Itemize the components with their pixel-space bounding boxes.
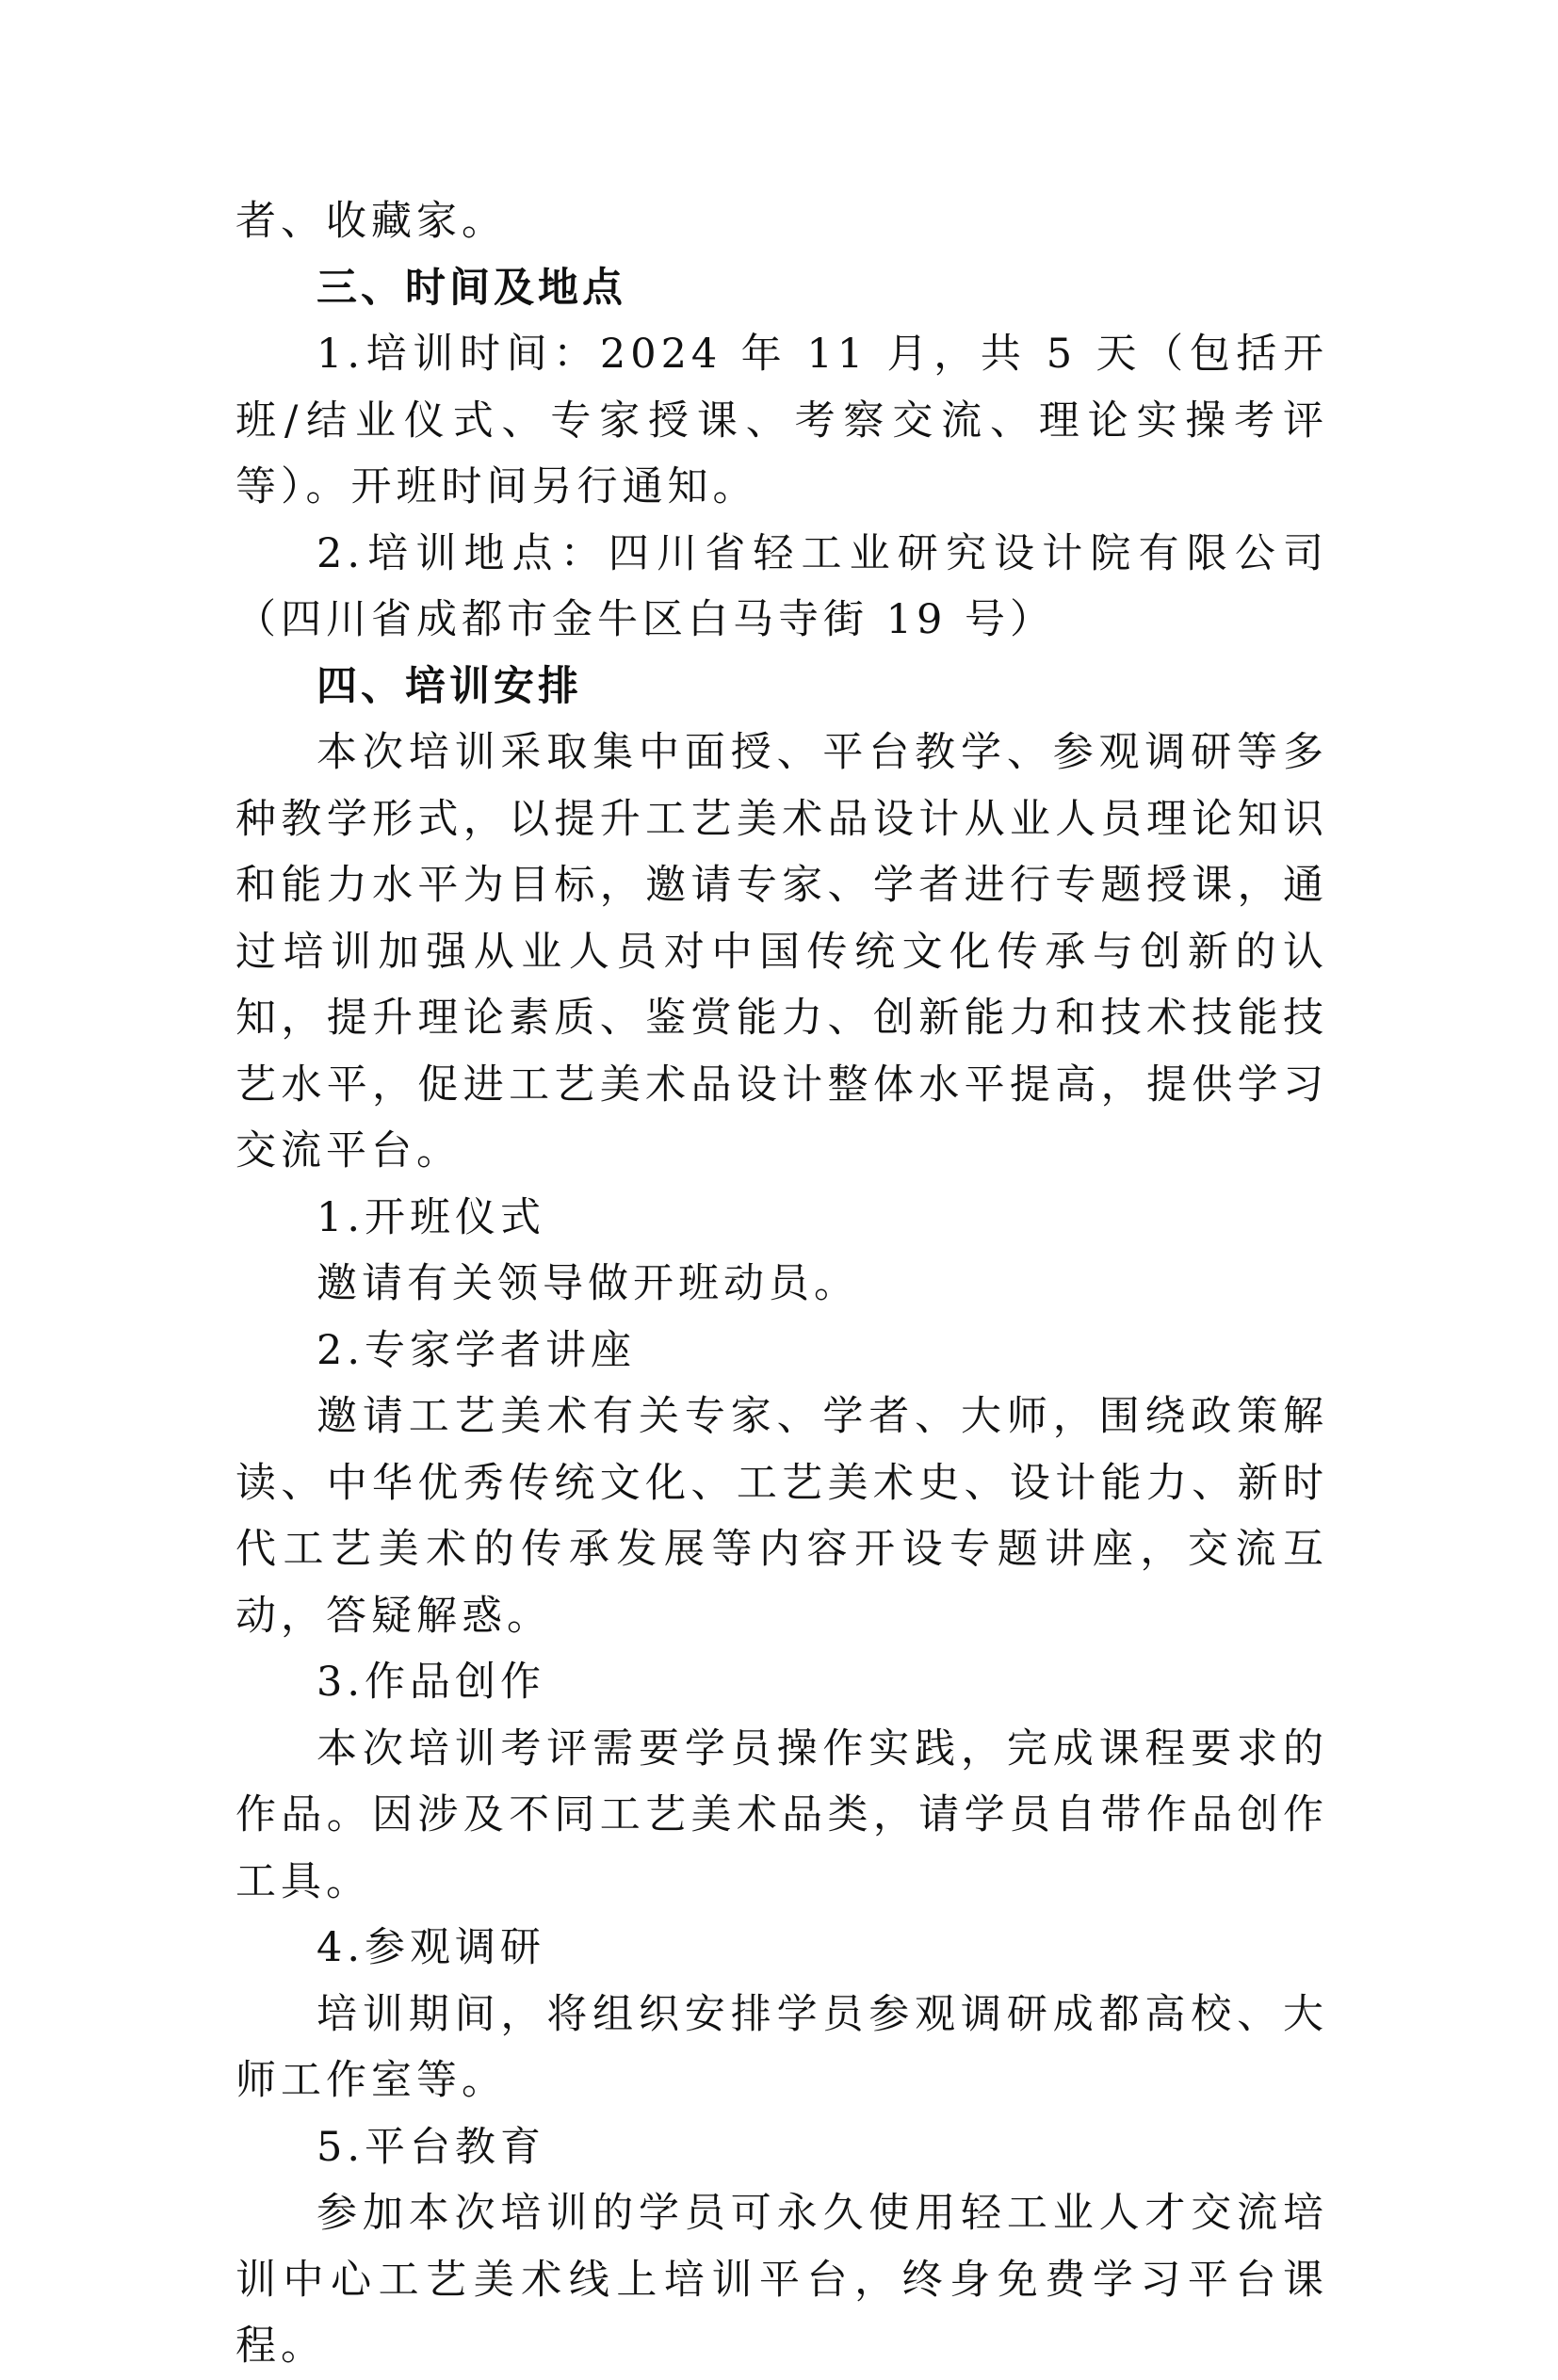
subheading-visit-research: 4.参观调研 [316,1924,546,1971]
subheading-expert-lectures: 2.专家学者讲座 [316,1326,637,1374]
paragraph-continuation: 者、收藏家。 [235,198,507,245]
paragraph-opening-ceremony: 邀请有关领导做开班动员。 [316,1260,859,1307]
paragraph-expert-lectures: 邀请工艺美术有关专家、学者、大师，围绕政策解读、中华优秀传统文化、工艺美术史、设计能力、新时代工艺美术的传承发展等内容开设专题讲座，交流互动，答疑解惑。 [235,1393,1328,1640]
paragraph-work-creation: 本次培训考评需要学员操作实践，完成课程要求的作品。因涉及不同工艺美术品类，请学员自带作品创作工具。 [235,1724,1328,1905]
subheading-work-creation: 3.作品创作 [316,1659,546,1706]
subheading-platform-education: 5.平台教育 [316,2123,546,2171]
paragraph-arrangement-overview: 本次培训采取集中面授、平台教学、参观调研等多种教学形式，以提升工艺美术品设计从业人员理论知识和能力水平为目标，邀请专家、学者进行专题授课，通过培训加强从业人员对中国传统文化传承与创新的认知，提升理论素质、鉴赏能力、创新能力和技术技能技艺水平，促进工艺美术品设计整体水平提高，提供学习交流平台。 [235,729,1328,1174]
paragraph-visit-research: 培训期间，将组织安排学员参观调研成都高校、大师工作室等。 [235,1990,1328,2104]
subheading-opening-ceremony: 1.开班仪式 [316,1193,546,1241]
document-page [235,188,1328,2380]
section-heading-training-arrangement: 四、培训安排 [316,662,582,710]
paragraph-training-location: 2.培训地点：四川省轻工业研究设计院有限公司（四川省成都市金牛区白马寺街 19 号） [235,529,1328,643]
paragraph-training-time: 1.培训时间：2024 年 11 月，共 5 天（包括开班/结业仪式、专家授课、考察交流、理论实操考评等）。开班时间另行通知。 [235,331,1328,510]
paragraph-platform-education: 参加本次培训的学员可永久使用轻工业人才交流培训中心工艺美术线上培训平台，终身免费学习平台课程。 [235,2190,1328,2370]
section-heading-time-location: 三、时间及地点 [316,264,626,312]
